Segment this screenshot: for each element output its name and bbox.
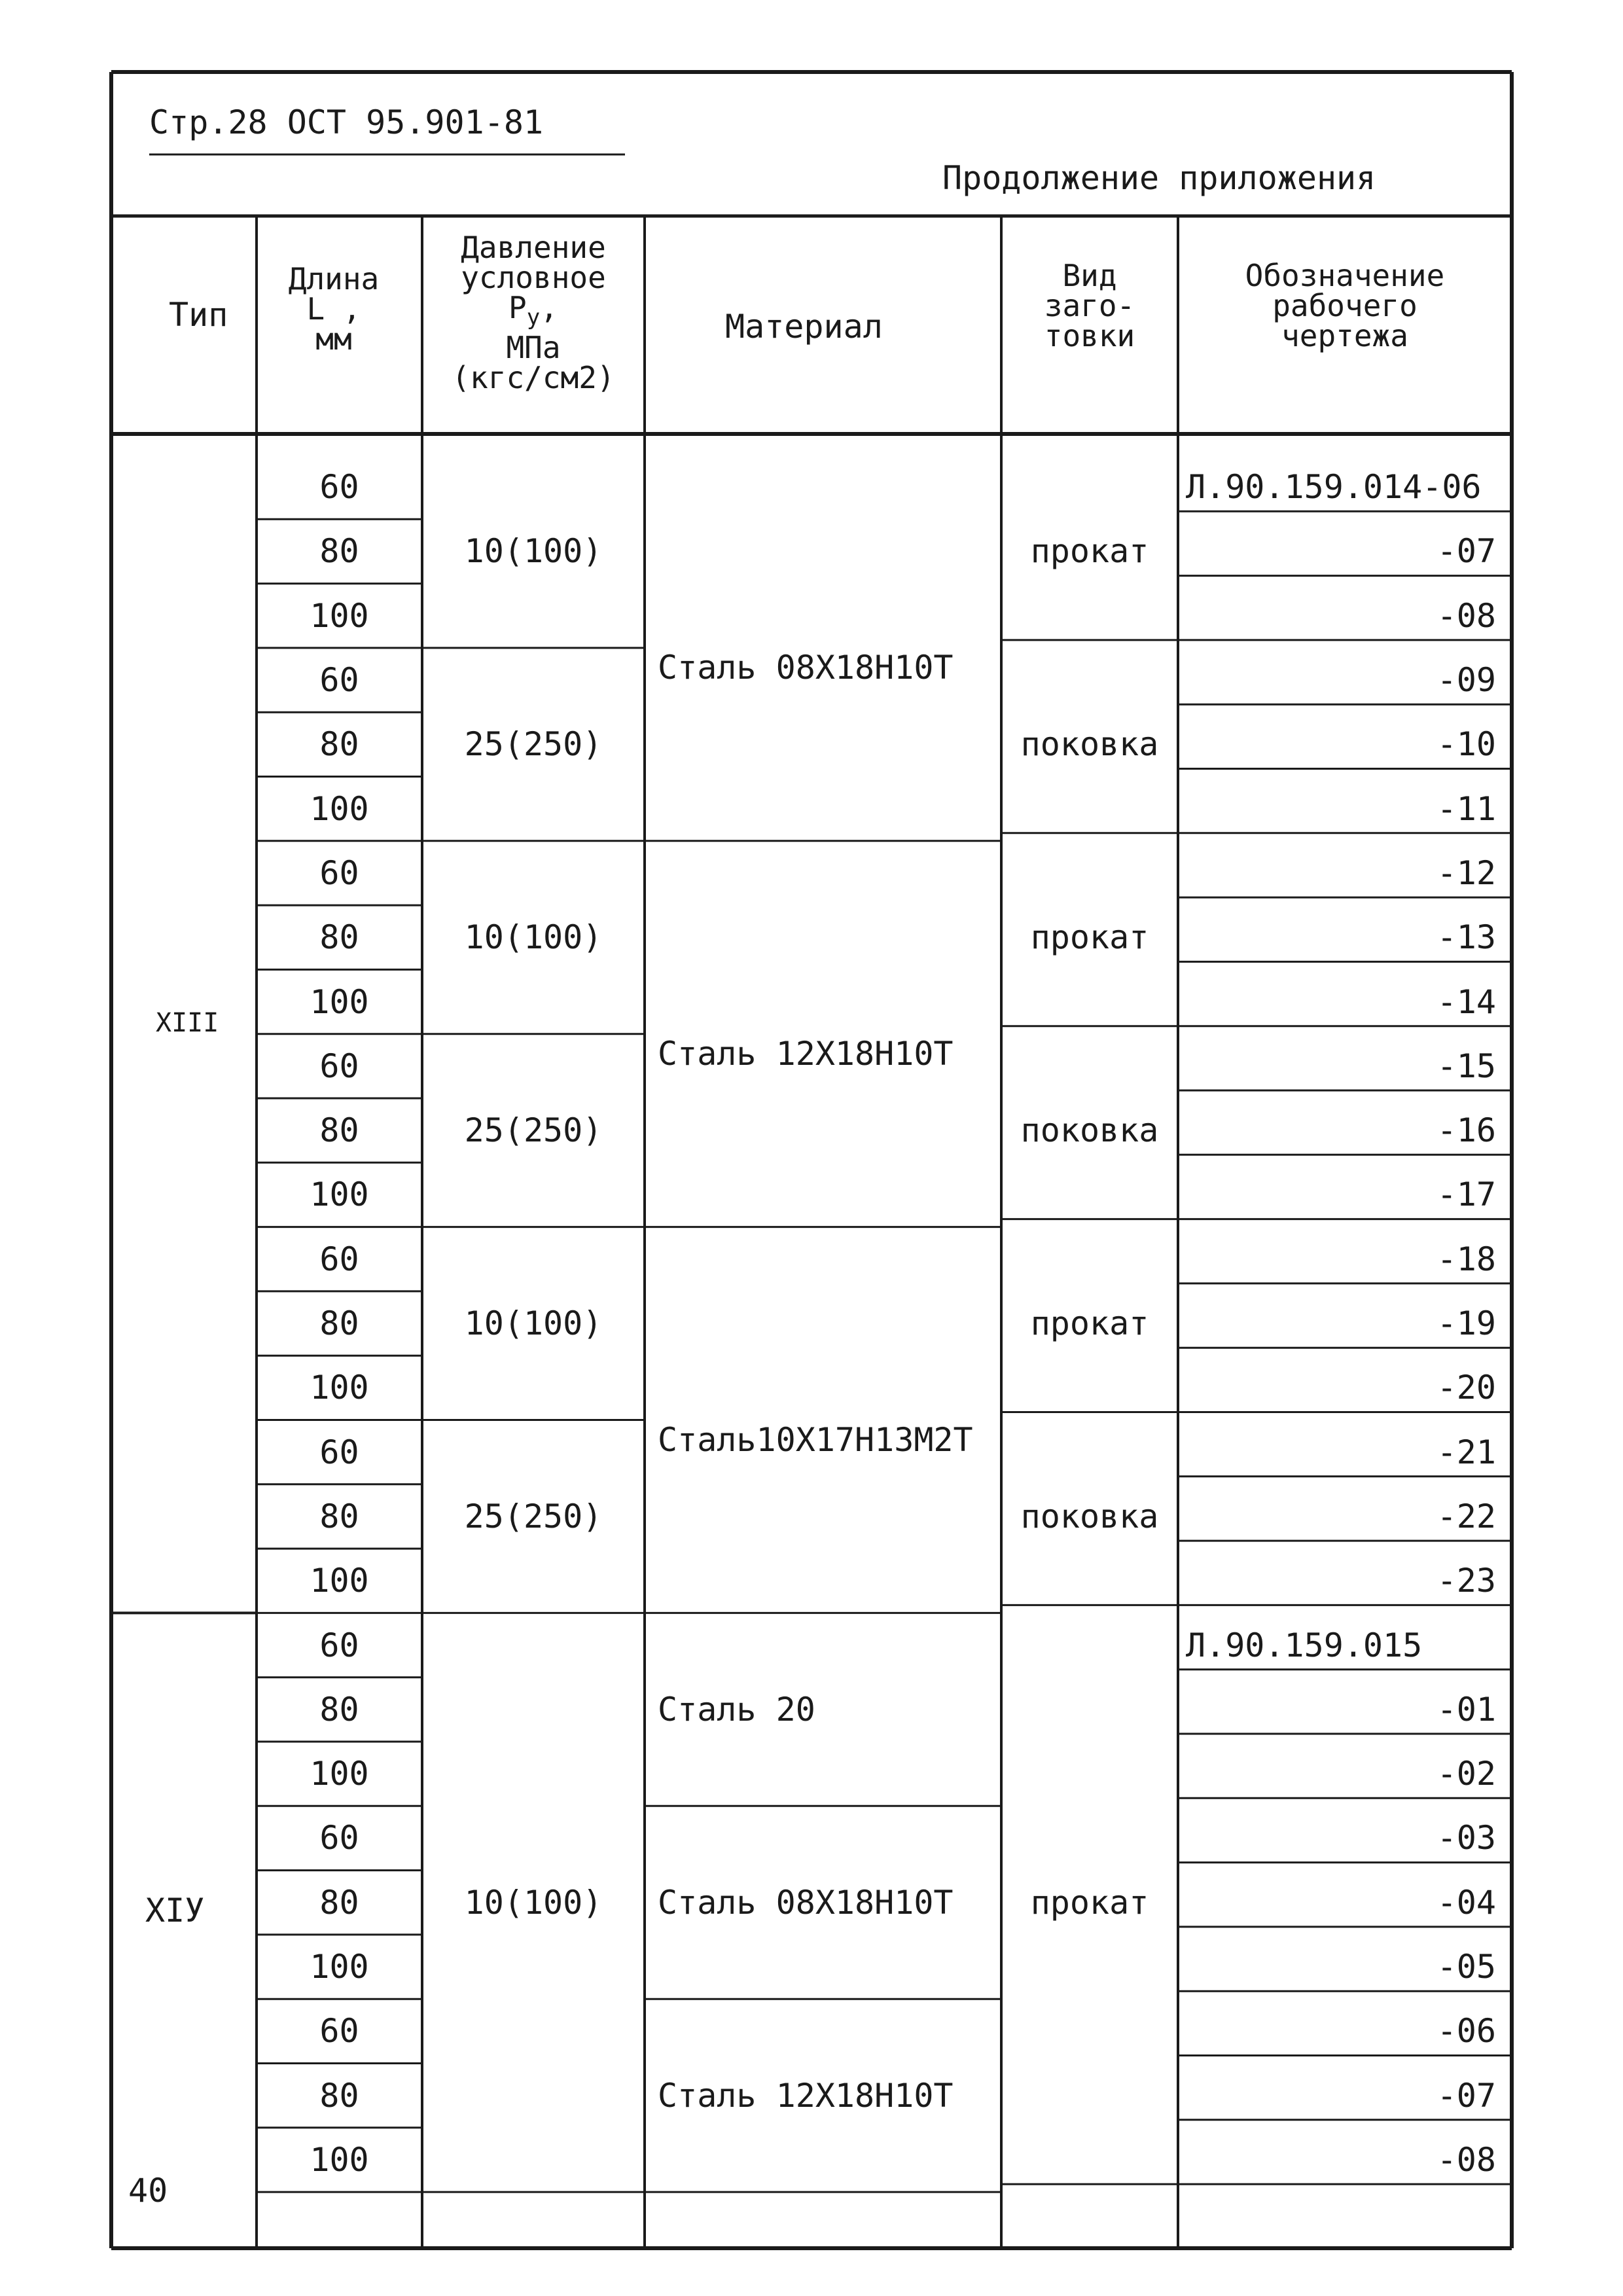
length-cell: 100 <box>310 1175 369 1214</box>
length-cell: 60 <box>319 1626 359 1664</box>
col-drawing-line-1: Обозначение <box>1245 258 1445 293</box>
length-cell: 80 <box>319 1304 359 1343</box>
length-cell: 100 <box>310 1948 369 1986</box>
blank-cell: поковка <box>1020 725 1159 764</box>
col-drawing-line-3: чертежа <box>1281 318 1408 353</box>
blank-cell: прокат <box>1030 1304 1149 1343</box>
blank-cell: поковка <box>1020 1497 1159 1535</box>
col-blank-line-1: Вид <box>1062 258 1117 293</box>
type-label-xiii: XIII <box>156 1008 219 1038</box>
material-cell: Сталь 08Х18Н10Т <box>658 648 954 687</box>
page-number: 40 <box>128 2172 168 2210</box>
material-cell: Сталь 20 <box>658 1690 815 1729</box>
drawing-cell: -02 <box>1436 1755 1496 1793</box>
length-cell: 80 <box>319 1111 359 1150</box>
length-cell: 100 <box>310 1369 369 1407</box>
material-cell: Сталь10Х17Н13М2Т <box>658 1420 973 1459</box>
blank-cell: поковка <box>1020 1111 1159 1150</box>
drawing-cell: -12 <box>1436 853 1496 892</box>
drawing-cell: -03 <box>1436 1819 1496 1857</box>
pressure-cell: 25(250) <box>464 725 603 764</box>
length-cell: 80 <box>319 1883 359 1922</box>
drawing-cell: -07 <box>1436 532 1496 571</box>
drawing-cell: -05 <box>1436 1948 1496 1986</box>
blank-cell: прокат <box>1030 918 1149 957</box>
material-cell: Сталь 12Х18Н10Т <box>658 2076 954 2115</box>
length-cell: 60 <box>319 468 359 507</box>
length-cell: 60 <box>319 1819 359 1857</box>
col-pressure-line-3: $Р_у$, <box>508 290 558 331</box>
col-blank-header <box>1001 260 1178 351</box>
drawing-cell: -15 <box>1436 1047 1496 1085</box>
drawing-cell: -14 <box>1436 982 1496 1021</box>
pressure-cell: 10(100) <box>464 918 603 957</box>
length-cell: 100 <box>310 1562 369 1600</box>
drawing-cell: -04 <box>1436 1883 1496 1922</box>
drawing-cell: -11 <box>1436 789 1496 828</box>
col-length-line-2: L , <box>306 291 361 327</box>
pressure-cell: 10(100) <box>464 532 603 571</box>
drawing-cell: -21 <box>1436 1433 1496 1471</box>
drawing-cell: -19 <box>1436 1304 1496 1343</box>
col-blank-line-2: заго- <box>1044 288 1135 323</box>
col-pressure-line-1: Давление <box>461 230 606 265</box>
length-cell: 80 <box>319 2076 359 2115</box>
continuation-label: Продолжение приложения <box>942 159 1376 197</box>
pressure-cell: 25(250) <box>464 1111 603 1150</box>
drawing-cell: -17 <box>1436 1175 1496 1214</box>
length-cell: 100 <box>310 789 369 828</box>
drawing-cell: -10 <box>1436 725 1496 764</box>
length-cell: 60 <box>319 1047 359 1085</box>
col-drawing-line-2: рабочего <box>1272 288 1418 323</box>
col-drawing-header <box>1178 260 1512 351</box>
col-length-header <box>262 261 406 357</box>
type-label-xiv: XIУ <box>145 1892 205 1929</box>
length-cell: 80 <box>319 725 359 764</box>
length-cell: 60 <box>319 853 359 892</box>
length-cell: 100 <box>310 596 369 635</box>
length-cell: 60 <box>319 1433 359 1471</box>
length-cell: 100 <box>310 2140 369 2179</box>
drawing-cell: -06 <box>1436 2012 1496 2051</box>
pressure-subscript: у <box>526 304 541 331</box>
blank-cell: прокат <box>1030 532 1149 571</box>
pressure-symbol: Р <box>508 290 527 325</box>
pressure-cell: 25(250) <box>464 1497 603 1535</box>
length-cell: 60 <box>319 2012 359 2051</box>
page-reference: Стр.28 ОСТ 95.901-81 <box>149 103 544 141</box>
col-blank-line-3: товки <box>1044 318 1135 353</box>
length-cell: 60 <box>319 661 359 700</box>
drawing-cell: -09 <box>1436 661 1496 700</box>
drawing-cell: -18 <box>1436 1240 1496 1278</box>
drawing-cell: -07 <box>1436 2076 1496 2115</box>
col-pressure-header <box>425 230 641 396</box>
pressure-cell: 10(100) <box>464 1304 603 1343</box>
col-pressure-line-4: МПа <box>506 330 561 366</box>
length-cell: 80 <box>319 1690 359 1729</box>
drawing-cell: -16 <box>1436 1111 1496 1150</box>
drawing-cell: -01 <box>1436 1690 1496 1729</box>
drawing-cell: -23 <box>1436 1562 1496 1600</box>
col-material-header: Материал <box>725 308 883 346</box>
blank-cell: прокат <box>1030 1883 1149 1922</box>
length-cell: 80 <box>319 532 359 571</box>
col-length-line-3: мм <box>315 321 352 357</box>
col-length-line-1: Длина <box>288 261 380 296</box>
drawing-cell: -22 <box>1436 1497 1496 1535</box>
drawing-cell: Л.90.159.015 <box>1186 1626 1423 1664</box>
drawing-cell: -13 <box>1436 918 1496 957</box>
col-pressure-line-2: условное <box>461 260 606 295</box>
drawing-cell: -08 <box>1436 2140 1496 2179</box>
length-cell: 100 <box>310 982 369 1021</box>
material-cell: Сталь 12Х18Н10Т <box>658 1034 954 1073</box>
length-cell: 100 <box>310 1755 369 1793</box>
length-cell: 80 <box>319 918 359 957</box>
material-cell: Сталь 08Х18Н10Т <box>658 1883 954 1922</box>
col-type-header: Тип <box>169 296 228 334</box>
drawing-cell: -08 <box>1436 596 1496 635</box>
length-cell: 80 <box>319 1497 359 1535</box>
col-pressure-line-5: (кгс/см2) <box>452 360 615 396</box>
drawing-cell: Л.90.159.014-06 <box>1186 468 1482 507</box>
length-cell: 60 <box>319 1240 359 1278</box>
drawing-cell: -20 <box>1436 1369 1496 1407</box>
pressure-cell: 10(100) <box>464 1883 603 1922</box>
